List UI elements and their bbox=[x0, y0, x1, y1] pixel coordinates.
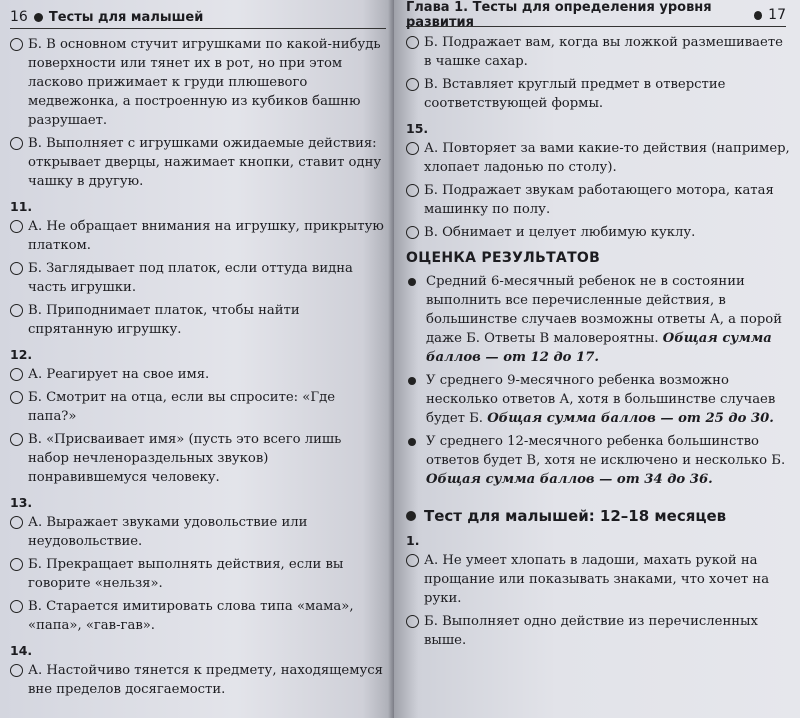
option-text: В. «Присваивает имя» (пусть это всего лишь набор нечленораздельных звуков) понравившемуся человеку. bbox=[28, 432, 342, 485]
right-page-header bbox=[406, 0, 786, 30]
option-text: Б. Подражает вам, когда вы ложкой размешиваете в чашке сахар. bbox=[424, 35, 783, 69]
answer-option[interactable] bbox=[10, 430, 386, 487]
radio-circle-icon[interactable] bbox=[406, 184, 419, 197]
left-header-title: Тесты для малышей bbox=[48, 9, 204, 25]
result-text: Средний 6-месячный ребенок не в состоянии выполнить все перечисленные действия, в большинстве случаев возможны ответы А, а порой даже Б. Ответы В маловероятны. bbox=[426, 274, 783, 346]
option-text: А. Выражает звуками удовольствие или неудовольствие. bbox=[28, 515, 308, 549]
option-text: В. Старается имитировать слова типа «мама», «папа», «гав-гав». bbox=[28, 599, 354, 633]
answer-option[interactable] bbox=[10, 555, 386, 593]
question-number: 15. bbox=[406, 121, 429, 136]
radio-circle-icon[interactable] bbox=[10, 600, 23, 613]
answer-option[interactable] bbox=[10, 134, 386, 191]
answer-option[interactable] bbox=[406, 139, 790, 177]
result-score: Общая сумма баллов — от 25 до 30. bbox=[487, 411, 774, 426]
header-bullet-icon bbox=[34, 13, 43, 22]
option-text: А. Не умеет хлопать в ладоши, махать рукой на прощание или показывать знаками, что хочет на руки. bbox=[424, 553, 770, 606]
option-text: В. Приподнимает платок, чтобы найти спрятанную игрушку. bbox=[28, 303, 300, 337]
answer-option[interactable] bbox=[10, 301, 386, 339]
answer-option[interactable] bbox=[406, 551, 790, 608]
question-number: 1. bbox=[406, 533, 420, 548]
question-number: 12. bbox=[10, 347, 33, 362]
radio-circle-icon[interactable] bbox=[10, 38, 23, 51]
radio-circle-icon[interactable] bbox=[10, 516, 23, 529]
answer-option[interactable] bbox=[406, 223, 790, 242]
right-page-number: 17 bbox=[768, 7, 786, 23]
result-text: У среднего 9-месячного ребенка возможно несколько ответов А, хотя в большинстве случаев будет Б. bbox=[426, 373, 776, 426]
radio-circle-icon[interactable] bbox=[10, 368, 23, 381]
answer-option[interactable] bbox=[406, 612, 790, 650]
option-text: Б. Прекращает выполнять действия, если вы говорите «нельзя». bbox=[28, 557, 344, 591]
answer-option[interactable] bbox=[10, 217, 386, 255]
radio-circle-icon[interactable] bbox=[10, 220, 23, 233]
result-item bbox=[406, 272, 790, 367]
answer-option[interactable] bbox=[10, 513, 386, 551]
right-header-title: Глава 1. Тесты для определения уровня развития bbox=[406, 0, 712, 30]
test-heading bbox=[406, 507, 790, 525]
option-text: В. Вставляет круглый предмет в отверстие соответствующей формы. bbox=[424, 77, 726, 111]
result-text: У среднего 12-месячного ребенка большинство ответов будет В, хотя не исключено и несколько Б. bbox=[426, 434, 786, 468]
option-text: Б. Подражает звукам работающего мотора, катая машинку по полу. bbox=[424, 183, 774, 217]
option-text: А. Не обращает внимания на игрушку, прикрытую платком. bbox=[28, 219, 384, 253]
question-number: 13. bbox=[10, 495, 33, 510]
right-page bbox=[394, 0, 800, 718]
result-score: Общая сумма баллов — от 12 до 17. bbox=[426, 331, 772, 365]
option-text: А. Повторяет за вами какие-то действия (например, хлопает ладонью по столу). bbox=[424, 141, 790, 175]
radio-circle-icon[interactable] bbox=[406, 142, 419, 155]
radio-circle-icon[interactable] bbox=[10, 304, 23, 317]
option-text: В. Выполняет с игрушками ожидаемые действия: открывает дверцы, нажимает кнопки, ставит одну чашку в другую. bbox=[28, 136, 382, 189]
radio-circle-icon[interactable] bbox=[10, 262, 23, 275]
answer-option[interactable] bbox=[406, 181, 790, 219]
radio-circle-icon[interactable] bbox=[406, 36, 419, 49]
radio-circle-icon[interactable] bbox=[406, 554, 419, 567]
bullet-icon bbox=[408, 278, 416, 286]
option-text: А. Настойчиво тянется к предмету, находящемуся вне пределов досягаемости. bbox=[28, 663, 383, 697]
result-score: Общая сумма баллов — от 34 до 36. bbox=[426, 472, 713, 487]
option-text: А. Реагирует на свое имя. bbox=[28, 367, 210, 382]
bullet-icon bbox=[408, 377, 416, 385]
answer-option[interactable] bbox=[10, 35, 386, 130]
radio-circle-icon[interactable] bbox=[406, 226, 419, 239]
left-page-number: 16 bbox=[10, 9, 28, 25]
option-text: Б. Смотрит на отца, если вы спросите: «Где папа?» bbox=[28, 390, 336, 424]
radio-circle-icon[interactable] bbox=[10, 558, 23, 571]
result-item bbox=[406, 371, 790, 428]
result-item bbox=[406, 432, 790, 489]
option-text: Б. Заглядывает под платок, если оттуда видна часть игрушки. bbox=[28, 261, 353, 295]
answer-option[interactable] bbox=[10, 597, 386, 635]
test-title-text: Тест для малышей: 12–18 месяцев bbox=[424, 507, 727, 525]
radio-circle-icon[interactable] bbox=[10, 137, 23, 150]
answer-option[interactable] bbox=[406, 33, 790, 71]
answer-option[interactable] bbox=[10, 661, 386, 699]
option-text: Б. В основном стучит игрушками по какой-нибудь поверхности или тянет их в рот, но при этом ласково прижимает к груди плюшевого медвежонка, а построенную из кубиков башню разрушает. bbox=[28, 37, 381, 128]
radio-circle-icon[interactable] bbox=[10, 664, 23, 677]
question-number: 11. bbox=[10, 199, 33, 214]
radio-circle-icon[interactable] bbox=[10, 391, 23, 404]
answer-option[interactable] bbox=[10, 259, 386, 297]
answer-option[interactable] bbox=[10, 388, 386, 426]
left-page bbox=[0, 0, 394, 718]
radio-circle-icon[interactable] bbox=[406, 615, 419, 628]
heading-bullet-icon bbox=[406, 511, 416, 521]
results-heading: ОЦЕНКА РЕЗУЛЬТАТОВ bbox=[406, 250, 601, 266]
answer-option[interactable] bbox=[406, 75, 790, 113]
radio-circle-icon[interactable] bbox=[406, 78, 419, 91]
radio-circle-icon[interactable] bbox=[10, 433, 23, 446]
question-number: 14. bbox=[10, 643, 33, 658]
option-text: В. Обнимает и целует любимую куклу. bbox=[424, 225, 696, 240]
answer-option[interactable] bbox=[10, 365, 386, 384]
left-page-header bbox=[10, 6, 386, 29]
bullet-icon bbox=[408, 438, 416, 446]
header-bullet-icon bbox=[754, 11, 762, 20]
option-text: Б. Выполняет одно действие из перечисленных выше. bbox=[424, 614, 758, 648]
